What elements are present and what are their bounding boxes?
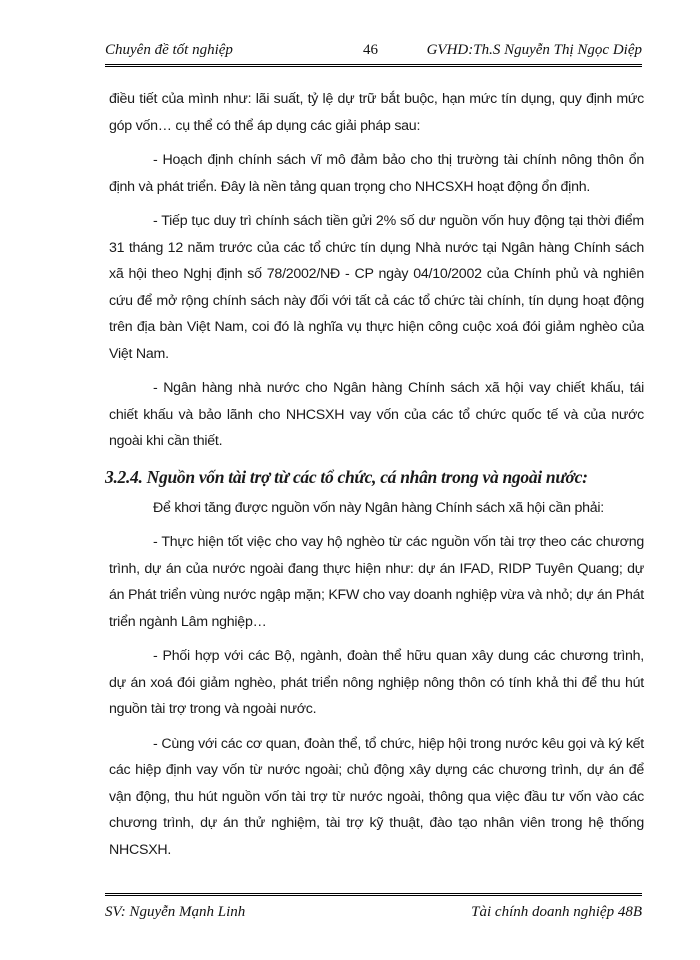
paragraph: - Ngân hàng nhà nước cho Ngân hàng Chính sách xã hội vay chiết khấu, tái chiết khấu và bảo lãnh cho NHCSXH vay vốn của các tổ chức quốc tế và của nước ngoài khi cần thiết. [109,380,644,449]
paragraph: - Hoạch định chính sách vĩ mô đảm bảo cho thị trường tài chính nông thôn ổn định và phát triển. Đây là nền tảng quan trọng cho NHCSXH hoạt động ổn định. [109,152,644,195]
paragraph: - Phối hợp với các Bộ, ngành, đoàn thể hữu quan xây dung các chương trình, dự án xoá đói giảm nghèo, phát triển nông nghiệp nông thôn có tính khả thi để thu hút nguồn tài trợ trong và ngoài nước. [109,648,644,717]
footer-class: Tài chính doanh nghiệp 48B [471,904,642,920]
paragraph: Để khơi tăng được nguồn vốn này Ngân hàng Chính sách xã hội cần phải: [153,499,604,516]
footer-student: SV: Nguyễn Mạnh Linh [105,904,246,920]
page-body [105,86,644,871]
page-header [105,42,642,67]
paragraph: - Tiếp tục duy trì chính sách tiền gửi 2% số dư nguồn vốn huy động tại thời điểm 31 tháng 12 năm trước của các tổ chức tín dụng Nhà nước tại Ngân hàng Chính sách xã hội theo Nghị định số 78/2002/NĐ - CP ngày 04/10/2002 của Chính phủ và nghiên cứu để mở rộng chính sách này đối với tất cả các tổ chức tài chính, tín dụng hoạt động trên địa bàn Việt Nam, coi đó là nghĩa vụ thực hiện công cuộc xoá đói giảm nghèo của Việt Nam. [109,213,644,362]
paragraph: điều tiết của mình như: lãi suất, tỷ lệ dự trữ bắt buộc, hạn mức tín dụng, quy định mức góp vốn… cụ thể có thể áp dụng các giải pháp sau: [109,91,644,134]
section-heading: 3.2.4. Nguồn vốn tài trợ từ các tổ chức, cá nhân trong và ngoài nước: [105,466,588,487]
paragraph: - Cùng với các cơ quan, đoàn thể, tổ chức, hiệp hội trong nước kêu gọi và ký kết các hiệp định vay vốn từ nước ngoài; chủ động xây dựng các chương trình, dự án để vận động, thu hút nguồn vốn tài trợ từ nước ngoài, thông qua việc đầu tư vốn vào các chương trình, dự án thử nghiệm, tài trợ kỹ thuật, đào tạo nhân viên trong hệ thống NHCSXH. [109,735,644,858]
header-supervisor: GVHD:Th.S Nguyễn Thị Ngọc Diệp [426,42,642,58]
paragraph: - Thực hiện tốt việc cho vay hộ nghèo từ các nguồn vốn tài trợ theo các chương trình, dự án của nước ngoài đang thực hiện như: dự án IFAD, RIDP Tuyên Quang; dự án Phát triển vùng nước ngập mặn; KFW cho vay doanh nghiệp vừa và nhỏ; dự án Phát triển ngành Lâm nghiệp… [109,534,644,630]
page-footer [105,893,642,925]
header-thesis-type: Chuyên đề tốt nghiệp [105,42,233,58]
page-number: 46 [363,42,378,58]
